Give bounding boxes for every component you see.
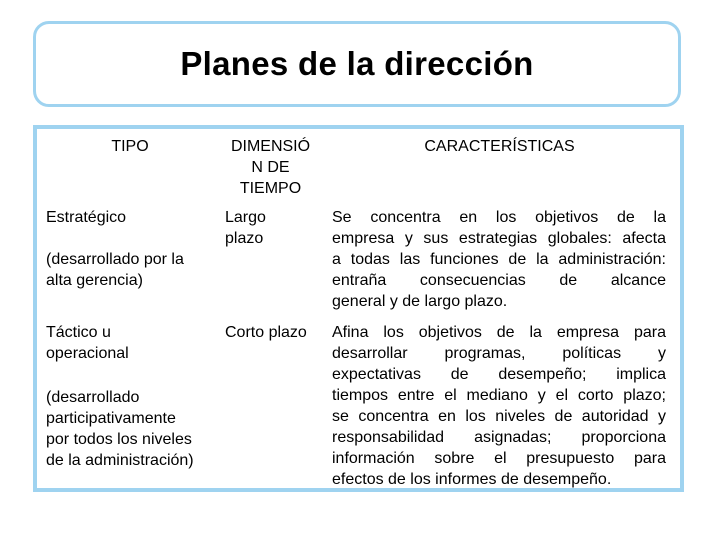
header-dimension-line: N DE (251, 159, 290, 176)
header-tipo: TIPO (111, 138, 149, 155)
tipo-line: operacional (46, 345, 129, 362)
header-dimension (218, 136, 323, 199)
header-caracteristicas: CARACTERÍSTICAS (424, 138, 575, 155)
caracteristicas-line: desarrollar programas, políticas y (332, 345, 666, 362)
caracteristicas-line: se concentra en los niveles de autoridad y (332, 408, 666, 425)
caracteristicas-line: general y de largo plazo. (332, 293, 508, 310)
row-tactico-dimension: Corto plazo (225, 324, 307, 341)
header-dimension-line: TIEMPO (239, 180, 302, 197)
header-dimension-line: DIMENSIÓ (230, 138, 311, 155)
row-tactico-tipo (46, 322, 216, 364)
caracteristicas-line: efectos de los informes de desempeño. (332, 471, 612, 488)
caracteristicas-line: Afina los objetivos de la empresa para (332, 324, 666, 341)
row-tactico-caracteristicas (332, 322, 666, 490)
tipo-note-line: alta gerencia) (46, 272, 143, 289)
caracteristicas-line: tiempos entre el mediano y el corto plazo; (332, 387, 666, 404)
tipo-line: Táctico u (46, 324, 111, 341)
dimension-line: plazo (225, 230, 264, 247)
page-title: Planes de la dirección (180, 45, 534, 82)
tipo-note-line: por todos los niveles (46, 431, 192, 448)
caracteristicas-line: responsabilidad asignadas; proporciona (332, 429, 666, 446)
caracteristicas-line: entraña consecuencias de alcance (332, 272, 666, 289)
row-tactico-note (46, 387, 221, 471)
caracteristicas-line: expectativas de desempeño; implica (332, 366, 666, 383)
tipo-note-line: de la administración) (46, 452, 194, 469)
caracteristicas-line: Se concentra en los objetivos de la (332, 209, 666, 226)
dimension-line: Largo (225, 209, 266, 226)
tipo-note-line: (desarrollado por la (46, 251, 184, 268)
row-estrategico-tipo: Estratégico (46, 209, 127, 226)
tipo-note-line: participativamente (46, 410, 176, 427)
caracteristicas-line: empresa y sus estrategias globales: afecta (332, 230, 666, 247)
row-estrategico-note (46, 249, 216, 291)
row-estrategico-dimension (225, 207, 325, 249)
caracteristicas-line: a todas las funciones de la administración: (332, 251, 666, 268)
title-box (33, 21, 681, 107)
row-estrategico-caracteristicas (332, 207, 666, 312)
tipo-note-line: (desarrollado (46, 389, 140, 406)
caracteristicas-line: información sobre el presupuesto para (332, 450, 666, 467)
